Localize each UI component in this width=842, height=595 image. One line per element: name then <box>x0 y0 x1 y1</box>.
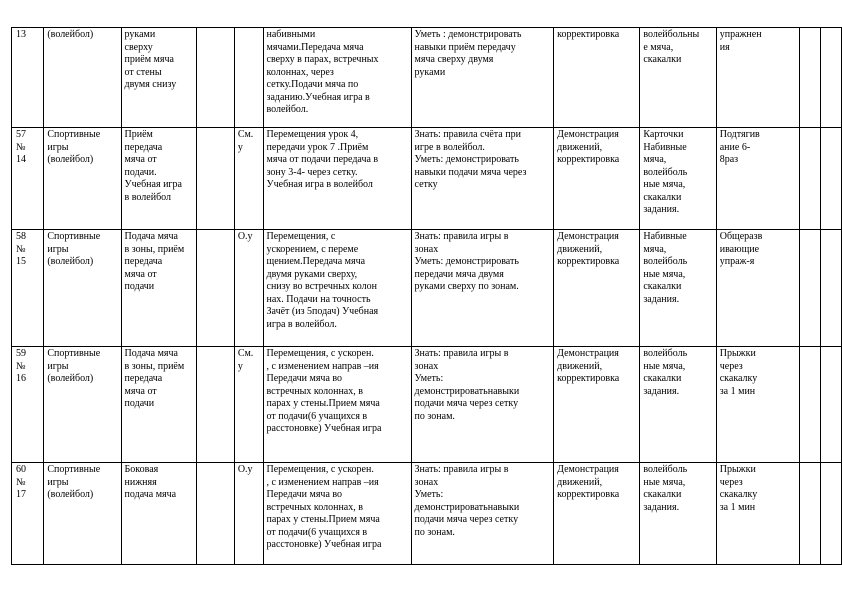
lesson-plan-table <box>11 27 842 565</box>
lesson-number-cell: 13 <box>12 28 44 128</box>
lesson-number-cell: 57 № 14 <box>12 128 44 230</box>
lesson-type-cell: О.у <box>234 230 263 347</box>
table-row <box>12 347 842 463</box>
content-cell: набивными мячами.Передача мяча сверху в парах, встречных колоннах, через сетку.Подачи мяча по заданию.Учебная игра в волейбол. <box>263 28 411 128</box>
homework-cell: Прыжки через скакалку за 1 мин <box>716 463 799 565</box>
homework-cell: Подтягив ание 6- 8раз <box>716 128 799 230</box>
extra-cell <box>820 28 841 128</box>
content-cell: Перемещения урок 4, передачи урок 7 .Приём мяча от подачи передача в зону 3-4- через сетку. Учебная игра в волейбол <box>263 128 411 230</box>
requirements-cell: Знать: правила игры в зонах Уметь: демонстрироватьнавыки подачи мяча через сетку по зонам. <box>411 347 554 463</box>
table-row <box>12 28 842 128</box>
requirements-cell: Уметь : демонстрировать навыки приём передачу мяча сверху двумя руками <box>411 28 554 128</box>
control-cell: корректировка <box>554 28 640 128</box>
lesson-number-cell: 59 № 16 <box>12 347 44 463</box>
extra-cell <box>800 230 820 347</box>
lesson-number-cell: 58 № 15 <box>12 230 44 347</box>
extra-cell <box>800 347 820 463</box>
extra-cell <box>820 463 841 565</box>
table-row <box>12 230 842 347</box>
empty-cell <box>197 230 235 347</box>
section-cell: Спортивные игры (волейбол) <box>44 128 121 230</box>
control-cell: Демонстрация движений, корректировка <box>554 230 640 347</box>
empty-cell <box>197 28 235 128</box>
topic-cell: Подача мяча в зоны, приём передача мяча от подачи <box>121 347 197 463</box>
empty-cell <box>197 463 235 565</box>
requirements-cell: Знать: правила счёта при игре в волейбол. Уметь: демонстрировать навыки подачи мяча через сетку <box>411 128 554 230</box>
empty-cell <box>197 347 235 463</box>
control-cell: Демонстрация движений, корректировка <box>554 463 640 565</box>
empty-cell <box>197 128 235 230</box>
topic-cell: Боковая нижняя подача мяча <box>121 463 197 565</box>
content-cell: Перемещения, с ускорен. , с изменением направ –ия Передачи мяча во встречных колоннах, в парах у стены.Прием мяча от подачи(6 учащихся в расстоновке) Учебная игра <box>263 347 411 463</box>
requirements-cell: Знать: правила игры в зонах Уметь: демонстрировать передачи мяча двумя руками сверху по зонам. <box>411 230 554 347</box>
content-cell: Перемещения, с ускорением, с переме щением.Передача мяча двумя руками сверху, снизу во встречных колон нах. Подачи на точность Зачёт (из 5подач) Учебная игра в волейбол. <box>263 230 411 347</box>
lesson-type-cell <box>234 28 263 128</box>
table-row <box>12 128 842 230</box>
equipment-cell: волейбольны е мяча, скакалки <box>640 28 716 128</box>
homework-cell: Прыжки через скакалку за 1 мин <box>716 347 799 463</box>
extra-cell <box>820 347 841 463</box>
extra-cell <box>800 128 820 230</box>
section-cell: (волейбол) <box>44 28 121 128</box>
topic-cell: руками сверху приём мяча от стены двумя снизу <box>121 28 197 128</box>
lesson-type-cell: См. у <box>234 128 263 230</box>
section-cell: Спортивные игры (волейбол) <box>44 463 121 565</box>
content-cell: Перемещения, с ускорен. , с изменением направ –ия Передачи мяча во встречных колоннах, в парах у стены.Прием мяча от подачи(6 учащихся в расстоновке) Учебная игра <box>263 463 411 565</box>
requirements-cell: Знать: правила игры в зонах Уметь: демонстрироватьнавыки подачи мяча через сетку по зонам. <box>411 463 554 565</box>
equipment-cell: Карточки Набивные мяча, волейболь ные мяча, скакалки задания. <box>640 128 716 230</box>
topic-cell: Приём передача мяча от подачи. Учебная игра в волейбол <box>121 128 197 230</box>
homework-cell: упражнен ия <box>716 28 799 128</box>
section-cell: Спортивные игры (волейбол) <box>44 230 121 347</box>
lesson-type-cell: См. у <box>234 347 263 463</box>
extra-cell <box>800 28 820 128</box>
table-row <box>12 463 842 565</box>
extra-cell <box>820 128 841 230</box>
lesson-number-cell: 60 № 17 <box>12 463 44 565</box>
homework-cell: Общеразв ивающие упраж-я <box>716 230 799 347</box>
lesson-type-cell: О.у <box>234 463 263 565</box>
control-cell: Демонстрация движений, корректировка <box>554 347 640 463</box>
topic-cell: Подача мяча в зоны, приём передача мяча от подачи <box>121 230 197 347</box>
equipment-cell: волейболь ные мяча, скакалки задания. <box>640 463 716 565</box>
equipment-cell: Набивные мяча, волейболь ные мяча, скакалки задания. <box>640 230 716 347</box>
section-cell: Спортивные игры (волейбол) <box>44 347 121 463</box>
control-cell: Демонстрация движений, корректировка <box>554 128 640 230</box>
extra-cell <box>820 230 841 347</box>
extra-cell <box>800 463 820 565</box>
table-body <box>12 28 842 565</box>
equipment-cell: волейболь ные мяча, скакалки задания. <box>640 347 716 463</box>
